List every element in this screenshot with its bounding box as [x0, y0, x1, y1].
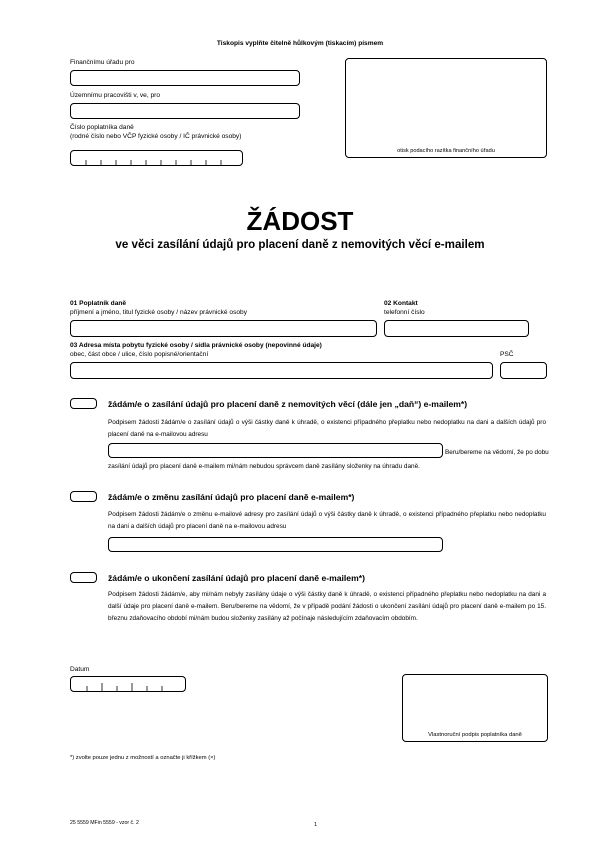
form-code: 25 5559 MFin 5559 - vzor č. 2 [70, 820, 139, 826]
option-2-email-input[interactable] [108, 537, 443, 552]
option-3-checkbox[interactable] [70, 572, 97, 583]
section-01-sublabel: příjmení a jméno, titul fyzické osoby / název právnické osoby [70, 309, 248, 316]
section-03-heading: 03 Adresa místa pobytu fyzické osoby / sídla právnické osoby (nepovinné údaje) [70, 342, 322, 349]
digit-separator-ticks [70, 150, 243, 166]
cislo-poplatnika-label: Číslo poplatníka daně [70, 124, 134, 131]
datum-label: Datum [70, 666, 90, 673]
option-1-label: žádám/e o zasílání údajů pro placení daně z nemovitých věcí (dále jen „daň“) e-mailem*) [108, 399, 468, 409]
footnote: *) zvolte pouze jednu z možností a označte ji křížkem (×) [70, 755, 216, 761]
page-number: 1 [314, 822, 318, 828]
option-2-checkbox[interactable] [70, 491, 97, 502]
option-1-after-field: Beru/bereme na vědomí, že po dobu [445, 449, 549, 456]
razitko-caption: otisk podacího razítka finančního úřadu [397, 148, 495, 154]
poplatnik-input[interactable] [70, 320, 377, 337]
financni-urad-label: Finančnímu úřadu pro [70, 59, 135, 66]
financni-urad-input[interactable] [70, 70, 300, 86]
section-02-sublabel: telefonní číslo [384, 309, 425, 316]
header-instruction: Tiskopis vyplňte čitelně hůlkovým (tiskacím) písmem [216, 40, 384, 47]
section-01-heading: 01 Poplatník daně [70, 300, 127, 307]
datum-input[interactable] [70, 676, 186, 692]
psc-input[interactable] [500, 362, 547, 379]
option-1-email-input[interactable] [108, 443, 443, 458]
podpis-caption: Vlastnoruční podpis poplatníka daně [428, 732, 522, 738]
option-1-checkbox[interactable] [70, 398, 97, 409]
option-3-paragraph: Podpisem žádosti žádám/e, aby mi/nám nebyly zasílány údaje o výši částky daně k úhradě, o existenci případného přeplatku nebo nedoplatku na dani a další údaje pro placení daně e-mailem. Beru/bereme na vědomí, že v případě podání žádosti o ukončení zasílání údajů pro placení daně e-mailem po 15. březnu zdaňovacího období mi/nám budou složenky zasílány až počínaje následujícím zdaňovacím obdobím. [108, 591, 546, 622]
page-title: ŽÁDOST [246, 206, 354, 236]
section-03-sublabel: obec, část obce / ulice, číslo popisné/orientační [70, 351, 209, 358]
option-3-label: žádám/e o ukončení zasílání údajů pro placení daně e-mailem*) [108, 573, 365, 583]
cislo-poplatnika-sublabel: (rodné číslo nebo VČP fyzické osoby / IČ právnické osoby) [70, 133, 242, 140]
uzemni-pracoviste-label: Územnímu pracovišti v, ve, pro [70, 92, 161, 99]
date-separator-ticks [70, 676, 186, 692]
cislo-poplatnika-input[interactable] [70, 150, 243, 166]
option-1-paragraph: Podpisem žádosti žádám/e o zasílání údajů o výši částky daně k úhradě, o existenci případného přeplatku nebo nedoplatku na dani a dalších údajů pro placení daně na e-mailovou adresu [108, 419, 546, 438]
psc-label: PSČ [500, 351, 514, 358]
adresa-input[interactable] [70, 362, 493, 379]
podpis-box[interactable] [402, 674, 548, 742]
page-subtitle: ve věci zasílání údajů pro placení daně z nemovitých věcí e-mailem [115, 238, 485, 251]
option-2-label: žádám/e o změnu zasílání údajů pro placení daně e-mailem*) [108, 492, 355, 502]
option-1-paragraph-2: zasílání údajů pro placení daně e-mailem mi/nám nebudou správcem daně zasílány složenky na úhradu daně. [108, 463, 420, 470]
option-2-paragraph: Podpisem žádosti žádám/e o změnu e-mailové adresy pro zasílání údajů o výši částky daně k úhradě, o existenci případného přeplatku nebo nedoplatku na dani a dalších údajů pro placení daně na e-mailovou adresu [108, 511, 546, 530]
telefon-input[interactable] [384, 320, 529, 337]
section-02-heading: 02 Kontakt [384, 300, 418, 307]
uzemni-pracoviste-input[interactable] [70, 103, 300, 119]
razitko-box [345, 58, 547, 158]
